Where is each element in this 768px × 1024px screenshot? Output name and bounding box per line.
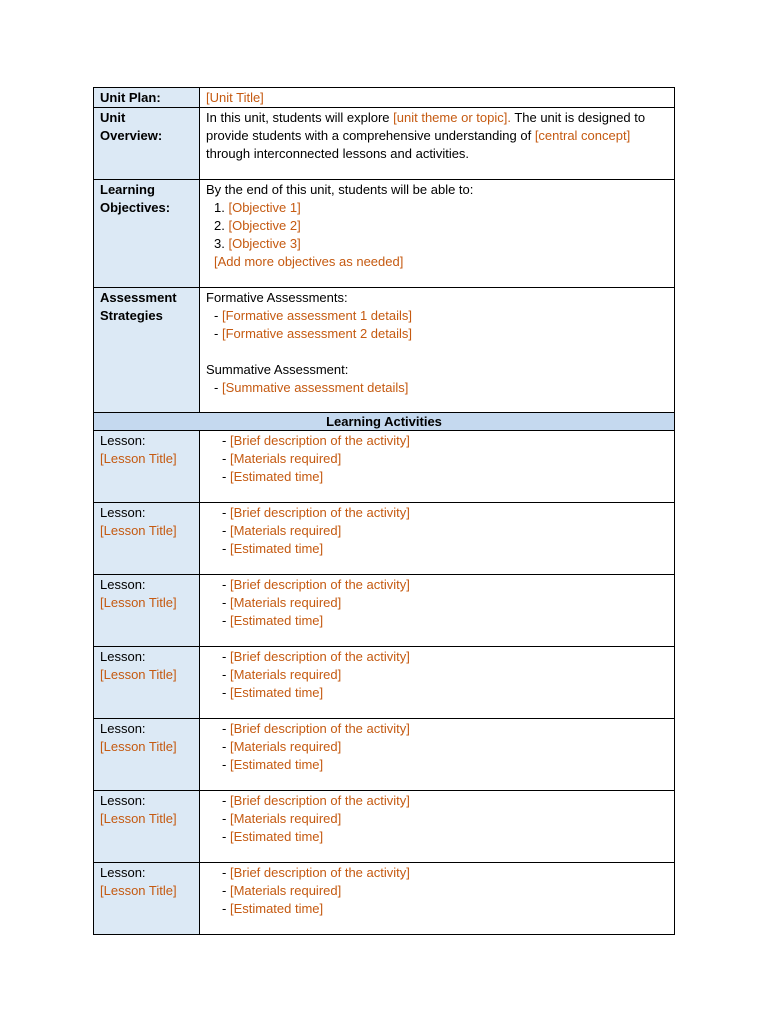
lesson-title-placeholder[interactable]: [Lesson Title] [100,883,177,898]
add-objectives-note[interactable]: [Add more objectives as needed] [214,254,404,269]
learning-activities-heading: Learning Activities [94,413,675,431]
lesson-title-placeholder[interactable]: [Lesson Title] [100,811,177,826]
lesson-activity-placeholder[interactable]: [Materials required] [229,667,342,682]
lesson-activity-item [206,612,668,630]
lesson-content [200,647,675,719]
lesson-activity-item [206,684,668,702]
lesson-activity-item [206,540,668,558]
lesson-row [94,503,675,575]
bullet-dash: - [222,433,230,448]
lesson-content [200,791,675,863]
lesson-activity-placeholder[interactable]: [Estimated time] [229,685,324,700]
bullet-dash: - [222,469,230,484]
lesson-activity-item [206,720,668,738]
formative-placeholder[interactable]: [Formative assessment 2 details] [221,326,412,341]
overview-label-line2: Overview: [100,128,163,143]
lesson-activity-item [206,810,668,828]
objective-placeholder[interactable]: [Objective 3] [228,236,301,251]
lesson-activity-item [206,522,668,540]
lesson-activity-item [206,504,668,522]
overview-text-part2: The unit is designed to provide students with a comprehensive understanding of [206,110,646,143]
unit-title-placeholder[interactable]: [Unit Title] [200,88,675,108]
lesson-activity-item [206,756,668,774]
lesson-activity-item [206,864,668,882]
assessment-label [94,288,200,413]
lesson-title-placeholder[interactable]: [Lesson Title] [100,739,177,754]
unit-plan-label: Unit Plan: [94,88,200,108]
central-concept-placeholder[interactable]: [central concept] [534,128,631,143]
objectives-intro: By the end of this unit, students will be able to: [206,182,474,197]
lesson-activity-placeholder[interactable]: [Materials required] [229,811,342,826]
bullet-dash: - [222,811,230,826]
lesson-activity-item [206,648,668,666]
bullet-dash: - [214,380,222,395]
overview-label [94,108,200,180]
bullet-dash: - [222,649,230,664]
lesson-content [200,575,675,647]
assessment-row [94,288,675,413]
objectives-content [200,180,675,288]
bullet-dash: - [222,793,230,808]
objectives-label-line2: Objectives: [100,200,171,215]
unit-theme-placeholder[interactable]: [unit theme or topic]. [393,110,511,125]
lesson-row [94,431,675,503]
lesson-activity-item [206,432,668,450]
objectives-label-line1: Learning [100,182,155,197]
lesson-row [94,863,675,935]
lesson-activity-item [206,900,668,918]
objectives-row [94,180,675,288]
objective-number: 1. [214,200,225,215]
lesson-activity-placeholder[interactable]: [Brief description of the activity] [229,721,410,736]
lesson-row [94,647,675,719]
bullet-dash: - [222,541,230,556]
lesson-label-cell [94,647,200,719]
overview-row [94,108,675,180]
assessment-label-line1: Assessment [100,290,177,305]
objectives-label [94,180,200,288]
objective-item [206,217,668,235]
lesson-activity-item [206,576,668,594]
bullet-dash: - [222,901,230,916]
lesson-activity-placeholder[interactable]: [Estimated time] [229,757,324,772]
lesson-activity-item [206,594,668,612]
lesson-activity-placeholder[interactable]: [Materials required] [229,883,342,898]
bullet-dash: - [222,865,230,880]
lesson-activity-placeholder[interactable]: [Brief description of the activity] [229,865,410,880]
lesson-activity-placeholder[interactable]: [Brief description of the activity] [229,433,410,448]
lesson-activity-placeholder[interactable]: [Materials required] [229,739,342,754]
lesson-label: Lesson: [100,649,146,664]
lesson-activity-item [206,450,668,468]
lesson-activity-item [206,882,668,900]
lesson-activity-item [206,666,668,684]
lesson-title-placeholder[interactable]: [Lesson Title] [100,595,177,610]
learning-activities-header-row [94,413,675,431]
lesson-activity-item [206,792,668,810]
objective-item [206,235,668,253]
bullet-dash: - [222,829,230,844]
bullet-dash: - [222,739,230,754]
lesson-activity-placeholder[interactable]: [Brief description of the activity] [229,577,410,592]
lesson-title-placeholder[interactable]: [Lesson Title] [100,667,177,682]
lesson-label: Lesson: [100,865,146,880]
lesson-content [200,431,675,503]
overview-text [200,108,675,180]
summative-heading: Summative Assessment: [206,362,349,377]
summative-placeholder[interactable]: [Summative assessment details] [221,380,409,395]
lesson-label-cell [94,719,200,791]
overview-text-part1: In this unit, students will explore [206,110,394,125]
lesson-activity-item [206,738,668,756]
assessment-content [200,288,675,413]
bullet-dash: - [222,667,230,682]
lesson-activity-placeholder[interactable]: [Brief description of the activity] [229,649,410,664]
bullet-dash: - [222,685,230,700]
bullet-dash: - [214,308,222,323]
formative-placeholder[interactable]: [Formative assessment 1 details] [221,308,412,323]
lesson-activity-placeholder[interactable]: [Materials required] [229,523,342,538]
lesson-row [94,791,675,863]
bullet-dash: - [214,326,222,341]
lesson-label-cell [94,791,200,863]
lesson-label-cell [94,503,200,575]
lesson-label: Lesson: [100,433,146,448]
lesson-activity-placeholder[interactable]: [Brief description of the activity] [229,793,410,808]
bullet-dash: - [222,577,230,592]
lesson-activity-placeholder[interactable]: [Estimated time] [229,829,324,844]
lesson-activity-placeholder[interactable]: [Brief description of the activity] [229,505,410,520]
bullet-dash: - [222,883,230,898]
bullet-dash: - [222,505,230,520]
bullet-dash: - [222,721,230,736]
objective-placeholder[interactable]: [Objective 1] [228,200,301,215]
lesson-activity-placeholder[interactable]: [Estimated time] [229,469,324,484]
lesson-label: Lesson: [100,721,146,736]
objective-number: 2. [214,218,225,233]
lesson-activity-placeholder[interactable]: [Estimated time] [229,901,324,916]
formative-item [206,325,668,343]
lesson-label-cell [94,863,200,935]
lesson-content [200,863,675,935]
lesson-activity-placeholder[interactable]: [Materials required] [229,595,342,610]
bullet-dash: - [222,523,230,538]
overview-text-part3: through interconnected lessons and activities. [206,146,470,161]
formative-item [206,307,668,325]
lesson-activity-placeholder[interactable]: [Materials required] [229,451,342,466]
lesson-activity-item [206,468,668,486]
lesson-content [200,503,675,575]
formative-heading: Formative Assessments: [206,290,348,305]
lesson-row [94,719,675,791]
summative-item [206,379,668,397]
spacer [206,343,668,361]
overview-label-line1: Unit [100,110,126,125]
lesson-title-placeholder[interactable]: [Lesson Title] [100,523,177,538]
lesson-label: Lesson: [100,793,146,808]
lesson-activity-item [206,828,668,846]
lesson-label-cell [94,431,200,503]
bullet-dash: - [222,757,230,772]
objective-placeholder[interactable]: [Objective 2] [228,218,301,233]
lesson-row [94,575,675,647]
objective-number: 3. [214,236,225,251]
bullet-dash: - [222,451,230,466]
lesson-content [200,719,675,791]
unit-plan-table [93,87,675,935]
objective-item [206,199,668,217]
lesson-activity-placeholder[interactable]: [Estimated time] [229,613,324,628]
lesson-label: Lesson: [100,577,146,592]
unit-plan-row [94,88,675,108]
lesson-title-placeholder[interactable]: [Lesson Title] [100,451,177,466]
assessment-label-line2: Strategies [100,308,163,323]
bullet-dash: - [222,595,230,610]
lesson-label: Lesson: [100,505,146,520]
lesson-label-cell [94,575,200,647]
lesson-activity-placeholder[interactable]: [Estimated time] [229,541,324,556]
bullet-dash: - [222,613,230,628]
